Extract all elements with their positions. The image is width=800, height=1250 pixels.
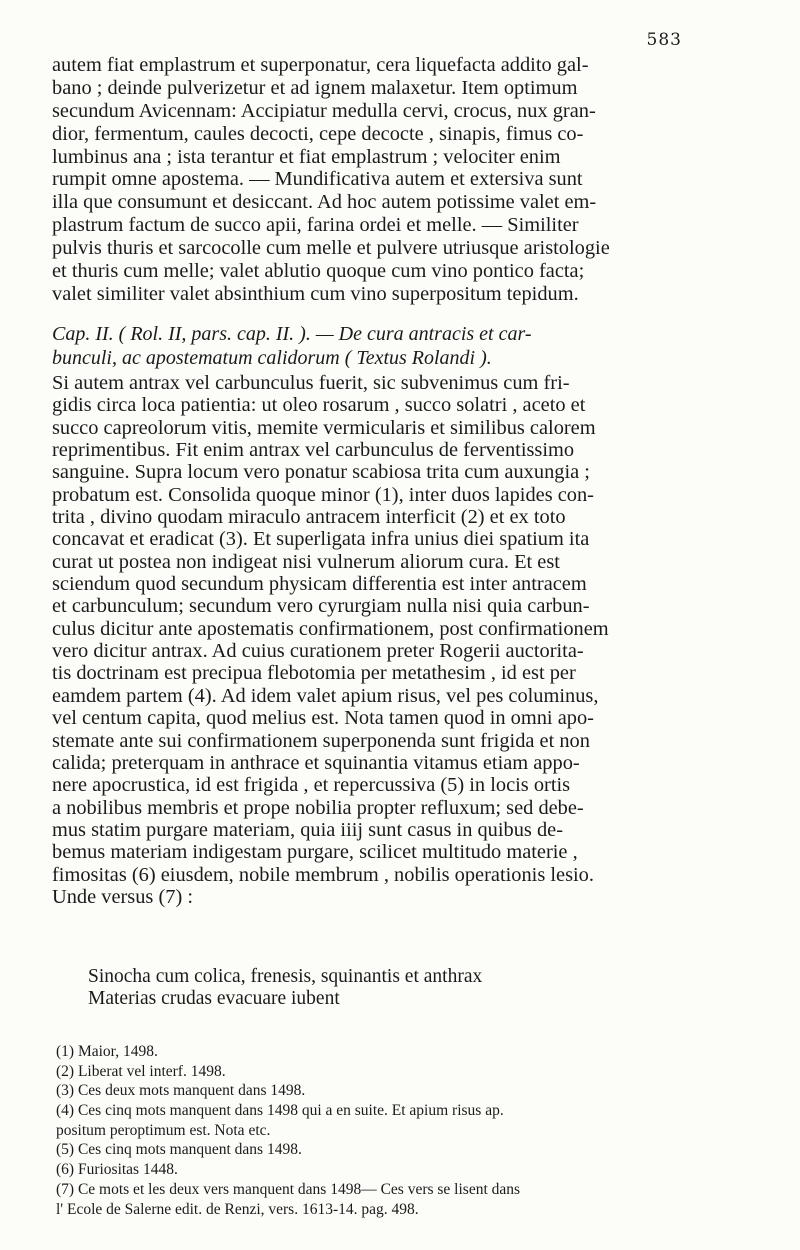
footnote: (7) Ce mots et les deux vers manquent dans 1498— Ces vers se lisent dans xyxy=(56,1180,521,1198)
text-line: calida; preterquam in anthrace et squinantia vitamus etiam appo- xyxy=(52,751,580,774)
footnote: (5) Ces cinq mots manquent dans 1498. xyxy=(56,1141,302,1159)
text-line: mus statim purgare materiam, quia iiij sunt casus in quibus de- xyxy=(52,818,564,841)
text-line: fimositas (6) eiusdem, nobile membrum , nobilis operationis lesio. xyxy=(52,863,594,886)
text-line: pulvis thuris et sarcocolle cum melle et pulvere utriusque aristologie xyxy=(52,237,610,260)
text-line: stemate ante sui confirmationem superponenda sunt frigida et non xyxy=(52,729,590,752)
footnote: l' Ecole de Salerne edit. de Renzi, vers. 1613-14. pag. 498. xyxy=(56,1200,419,1218)
text-line: autem fiat emplastrum et superponatur, cera liquefacta addito gal- xyxy=(52,54,589,76)
text-line: bemus materiam indigestam purgare, scilicet multitudo materie , xyxy=(52,841,578,864)
verse-line: Materias crudas evacuare iubent xyxy=(88,988,340,1009)
footnote: (6) Furiositas 1448. xyxy=(56,1161,178,1179)
text-line: Unde versus (7) : xyxy=(52,885,194,908)
heading-line: bunculi, ac apostematum calidorum ( Textus Rolandi ). xyxy=(52,347,492,369)
footnote: (4) Ces cinq mots manquent dans 1498 qui a en suite. Et apium risus ap. xyxy=(56,1102,504,1120)
text-line: et thuris cum melle; valet ablutio quoque cum vino pontico facta; xyxy=(52,260,585,283)
text-line: succo capreolorum vitis, memite vermicularis et similibus calorem xyxy=(52,416,596,439)
text-line: vel centum capita, quod melius est. Nota tamen quod in omni apo- xyxy=(52,707,594,730)
text-line: secundum Avicennam: Accipiatur medulla cervi, crocus, nux gran- xyxy=(52,99,596,122)
text-line: dior, fermentum, caules decocti, cepe decocte , sinapis, fimus co- xyxy=(52,122,584,145)
text-line: rumpit omne apostema. — Mundificativa autem et extersiva sunt xyxy=(52,168,583,191)
text-line: sanguine. Supra locum vero ponatur scabiosa trita cum auxungia ; xyxy=(52,461,590,484)
text-line: nere apocrustica, id est frigida , et repercussiva (5) in locis ortis xyxy=(52,774,571,797)
footnote: positum peroptimum est. Nota etc. xyxy=(56,1121,271,1139)
text-line: tis doctrinam est precipua flebotomia per metathesim , id est per xyxy=(52,662,576,685)
text-line: probatum est. Consolida quoque minor (1), inter duos lapides con- xyxy=(52,483,594,506)
footnote: (3) Ces deux mots manquent dans 1498. xyxy=(56,1082,306,1100)
verse-quote xyxy=(88,966,668,1010)
text-line: eamdem partem (4). Ad idem valet apium risus, vel pes columinus, xyxy=(52,684,599,707)
text-line: et carbunculum; secundum vero cyrurgiam nulla nisi quia carbun- xyxy=(52,595,590,618)
text-line: curat ut postea non indigeat nisi vulnerum aliorum cura. Et est xyxy=(52,550,560,573)
text-line: plastrum factum de succo apii, farina ordei et melle. — Similiter xyxy=(52,214,579,237)
text-line: gidis circa loca patientia: ut oleo rosarum , succo solatri , aceto et xyxy=(52,394,586,417)
footnote: (1) Maior, 1498. xyxy=(56,1043,158,1060)
footnote: (2) Liberat vel interf. 1498. xyxy=(56,1062,226,1080)
text-line: a nobilibus membris et prope nobilia propter refluxum; sed debe- xyxy=(52,796,584,819)
text-line: bano ; deinde pulverizetur et ad ignem malaxetur. Item optimum xyxy=(52,76,578,99)
paragraph-1 xyxy=(52,54,670,306)
text-line: lumbinus ana ; ista terantur et fiat emplastrum ; velociter enim xyxy=(52,145,561,168)
footnotes xyxy=(56,1042,672,1219)
text-line: illa que consumunt et desiccant. Ad hoc autem potissime valet em- xyxy=(52,191,597,214)
chapter-heading xyxy=(52,322,670,370)
text-line: reprimentibus. Fit enim antrax vel carbunculus de ferventissimo xyxy=(52,439,575,462)
text-line: vero dicitur antrax. Ad cuius curationem preter Rogerii auctorita- xyxy=(52,640,584,663)
text-line: trita , divino quodam miraculo antracem interficit (2) et ex toto xyxy=(52,506,566,529)
heading-line: Cap. II. ( Rol. II, pars. cap. II. ). — De cura antracis et car- xyxy=(52,323,532,345)
text-line: sciendum quod secundum physicam differentia est inter antracem xyxy=(52,573,587,596)
paragraph-2 xyxy=(52,372,670,908)
page-number: 583 xyxy=(646,30,682,50)
text-line: culus dicitur ante apostematis confirmationem, post confirmationem xyxy=(52,617,609,640)
text-line: valet similiter valet absinthium cum vino superpositum tepidum. xyxy=(52,282,579,305)
text-line: Si autem antrax vel carbunculus fuerit, sic subvenimus cum fri- xyxy=(52,372,570,394)
text-line: concavat et eradicat (3). Et superligata infra unius diei spatium ita xyxy=(52,528,590,551)
verse-line: Sinocha cum colica, frenesis, squinantis et anthrax xyxy=(88,966,483,987)
